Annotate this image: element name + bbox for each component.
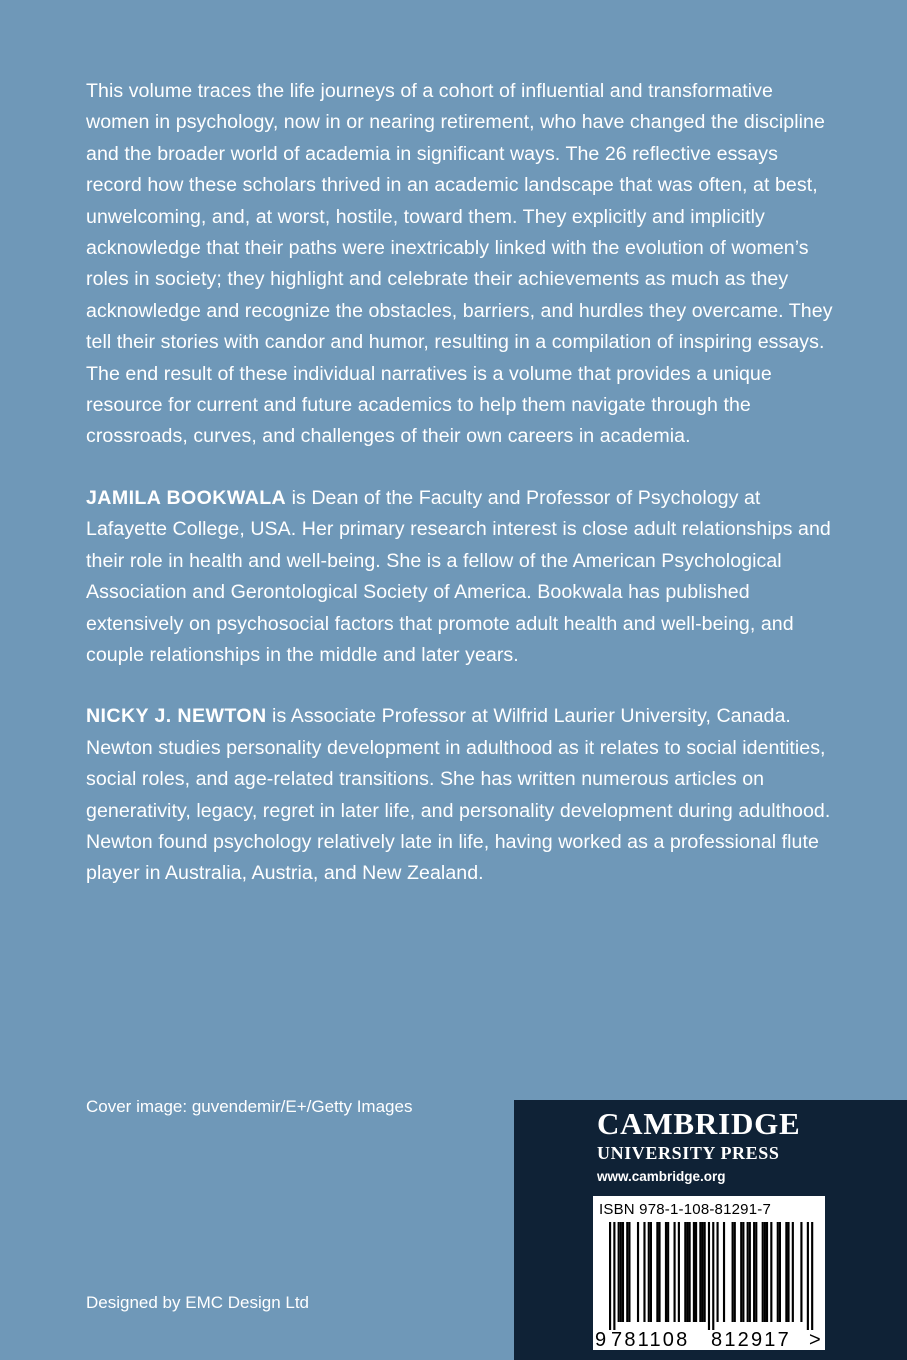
- barcode-bar: [701, 1222, 703, 1322]
- barcode-bar: [747, 1222, 749, 1322]
- author-name-newton: NICKY J. NEWTON: [86, 705, 267, 728]
- barcode-bar: [717, 1222, 719, 1322]
- barcode-right-digits: 812917: [711, 1329, 791, 1350]
- barcode-left-digits: 781108: [611, 1329, 690, 1350]
- isbn-barcode: [593, 1196, 825, 1350]
- barcode-graphic: [593, 1196, 825, 1350]
- publisher-logo-name: CAMBRIDGE: [597, 1106, 801, 1141]
- author-bio-text-newton: is Associate Professor at Wilfrid Laurier University, Canada. Newton studies personality development in adulthood as it relates to social identities, social roles, and age-related transitions. She has written numerous articles on generativity, legacy, regret in later life, and personality development during adulthood. Newton found psychology relatively late in life, having worked as a professional flute player in Australia, Austria, and New Zealand.: [86, 705, 831, 885]
- author-bio-newton: [86, 701, 838, 889]
- barcode-bar: [792, 1222, 794, 1322]
- barcode-bar: [695, 1222, 697, 1322]
- barcode-bar: [622, 1222, 624, 1322]
- barcode-bar: [800, 1222, 802, 1322]
- barcode-first-digit: 9: [595, 1329, 607, 1350]
- barcode-bar: [620, 1222, 622, 1322]
- barcode-bar: [628, 1222, 630, 1322]
- barcode-bar: [667, 1222, 669, 1322]
- barcode-guard-bar: [609, 1222, 611, 1330]
- barcode-bar: [755, 1222, 757, 1322]
- barcode-bar: [764, 1222, 766, 1322]
- barcode-bar: [643, 1222, 645, 1322]
- back-cover-text: [86, 76, 838, 920]
- barcode-bar: [684, 1222, 686, 1322]
- barcode-bar: [656, 1222, 658, 1322]
- barcode-bar: [787, 1222, 789, 1322]
- barcode-bar: [777, 1222, 779, 1322]
- barcode-quiet-marker: >: [809, 1329, 821, 1350]
- barcode-bar: [693, 1222, 695, 1322]
- barcode-bar: [686, 1222, 688, 1322]
- barcode-bar: [749, 1222, 751, 1322]
- barcode-bar: [637, 1222, 639, 1322]
- book-description: This volume traces the life journeys of a cohort of influential and transformative women in psychology, now in or nearing retirement, who have changed the discipline and the broader world of academia in significant ways. The 26 reflective essays record how these scholars thrived in an academic landscape that was often, at best, unwelcoming, and, at worst, hostile, toward them. They explicitly and implicitly acknowledge that their paths were inextricably linked with the evolution of women’s roles in society; they highlight and celebrate their achievements as much as they acknowledge and recognize the obstacles, barriers, and hurdles they overcame. They tell their stories with candor and humor, resulting in a compilation of inspiring essays. The end result of these individual narratives is a volume that provides a unique resource for current and future academics to help them navigate through the crossroads, curves, and challenges of their own careers in academia.: [86, 80, 833, 448]
- barcode-guard-bar: [811, 1222, 813, 1330]
- barcode-bar: [766, 1222, 768, 1322]
- barcode-guard-bar: [613, 1222, 615, 1330]
- author-name-bookwala: JAMILA BOOKWALA: [86, 486, 287, 509]
- barcode-bar: [762, 1222, 764, 1322]
- barcode-bar: [704, 1222, 706, 1322]
- barcode-bar: [626, 1222, 628, 1322]
- barcode-bar: [723, 1222, 725, 1322]
- barcode-bar: [770, 1222, 772, 1322]
- isbn-label: ISBN 978-1-108-81291-7: [599, 1201, 772, 1218]
- barcode-bar: [618, 1222, 620, 1322]
- publisher-logo-subtitle: UNIVERSITY PRESS: [597, 1143, 780, 1163]
- barcode-bar: [674, 1222, 676, 1322]
- barcode-bar: [734, 1222, 736, 1322]
- barcode-bar: [753, 1222, 755, 1322]
- barcode-bar: [779, 1222, 781, 1322]
- barcode-guard-bar: [708, 1222, 710, 1330]
- barcode-bar: [732, 1222, 734, 1322]
- publisher-url: www.cambridge.org: [597, 1169, 726, 1184]
- barcode-bar: [689, 1222, 691, 1322]
- barcode-bar: [699, 1222, 701, 1322]
- barcode-bar: [678, 1222, 680, 1322]
- cover-image-credit: Cover image: guvendemir/E+/Getty Images: [86, 1097, 413, 1116]
- barcode-bar: [665, 1222, 667, 1322]
- designer-credit: Designed by EMC Design Ltd: [86, 1293, 310, 1312]
- barcode-guard-bar: [807, 1222, 809, 1330]
- author-bio-bookwala: [86, 483, 838, 671]
- barcode-guard-bar: [712, 1222, 714, 1330]
- barcode-bar: [658, 1222, 660, 1322]
- author-bio-text-bookwala: is Dean of the Faculty and Professor of Psychology at Lafayette College, USA. Her primary research interest is close adult relationships and their role in health and well-being. She is a fellow of the American Psychological Association and Gerontological Society of America. Bookwala has published extensively on psychosocial factors that promote adult health and well-being, and couple relationships in the middle and later years.: [86, 486, 831, 666]
- barcode-bar: [742, 1222, 744, 1322]
- barcode-bar: [785, 1222, 787, 1322]
- publisher-panel: [514, 1100, 907, 1360]
- barcode-bar: [648, 1222, 650, 1322]
- barcode-bar: [740, 1222, 742, 1322]
- barcode-bar: [650, 1222, 652, 1322]
